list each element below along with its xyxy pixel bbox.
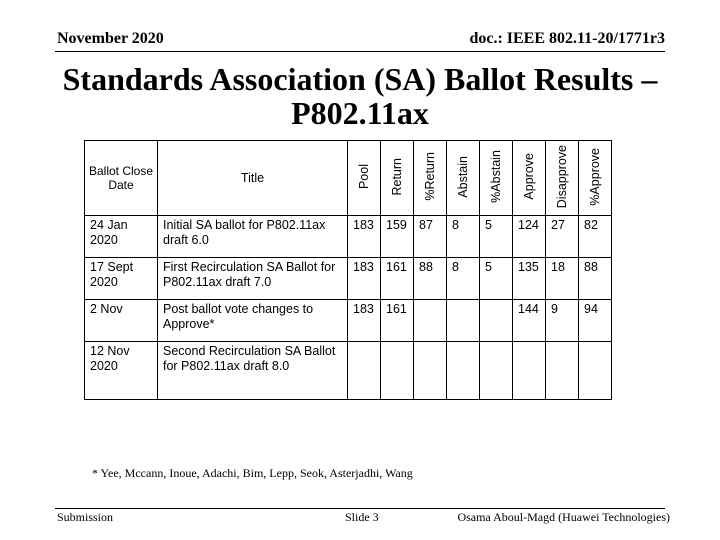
cell-abstain <box>447 300 480 342</box>
cell-pct-abstain <box>480 342 513 400</box>
slide-title-line2: P802.11ax <box>291 95 429 131</box>
cell-pct-return: 88 <box>414 258 447 300</box>
cell-return: 161 <box>381 258 414 300</box>
cell-pct-abstain: 5 <box>480 216 513 258</box>
footer-slide-number: Slide 3 <box>345 510 379 524</box>
table-row <box>85 258 612 300</box>
cell-title: Second Recirculation SA Ballot for P802.11ax draft 8.0 <box>158 342 348 400</box>
slide-title-line1: Standards Association (SA) Ballot Results – <box>62 61 658 97</box>
cell-pool <box>348 342 381 400</box>
cell-title: Post ballot vote changes to Approve* <box>158 300 348 342</box>
cell-date: 12 Nov 2020 <box>85 342 158 400</box>
cell-date: 24 Jan 2020 <box>85 216 158 258</box>
cell-pct-abstain: 5 <box>480 258 513 300</box>
header-ballot-close-date: Ballot Close Date <box>85 141 158 216</box>
cell-approve: 135 <box>513 258 546 300</box>
table-header-row <box>85 141 612 216</box>
cell-pct-return: 87 <box>414 216 447 258</box>
cell-return: 161 <box>381 300 414 342</box>
cell-pct-return <box>414 342 447 400</box>
footer-submission: Submission <box>57 510 114 524</box>
header-return: Return <box>381 141 414 216</box>
cell-abstain <box>447 342 480 400</box>
cell-return <box>381 342 414 400</box>
table-row <box>85 300 612 342</box>
cell-return: 159 <box>381 216 414 258</box>
slide-title <box>40 62 680 130</box>
cell-abstain: 8 <box>447 258 480 300</box>
cell-pct-approve: 94 <box>579 300 612 342</box>
cell-approve <box>513 342 546 400</box>
cell-approve: 144 <box>513 300 546 342</box>
cell-title: First Recirculation SA Ballot for P802.11ax draft 7.0 <box>158 258 348 300</box>
cell-date: 17 Sept 2020 <box>85 258 158 300</box>
cell-pct-return <box>414 300 447 342</box>
ballot-results-table <box>84 140 612 400</box>
cell-pct-approve: 88 <box>579 258 612 300</box>
header-abstain: Abstain <box>447 141 480 216</box>
cell-pool: 183 <box>348 258 381 300</box>
header-pool: Pool <box>348 141 381 216</box>
header-pct-approve: %Approve <box>579 141 612 216</box>
cell-approve: 124 <box>513 216 546 258</box>
header-approve: Approve <box>513 141 546 216</box>
cell-pct-approve <box>579 342 612 400</box>
cell-disapprove: 18 <box>546 258 579 300</box>
cell-disapprove <box>546 342 579 400</box>
header-pct-return: %Return <box>414 141 447 216</box>
header-date: November 2020 <box>57 30 164 47</box>
header-divider <box>55 51 665 52</box>
header-disapprove: Disapprove <box>546 141 579 216</box>
cell-pct-approve: 82 <box>579 216 612 258</box>
cell-title: Initial SA ballot for P802.11ax draft 6.0 <box>158 216 348 258</box>
cell-date: 2 Nov <box>85 300 158 342</box>
cell-pool: 183 <box>348 216 381 258</box>
footer-divider <box>55 508 665 509</box>
footer-author: Osama Aboul-Magd (Huawei Technologies) <box>457 510 670 524</box>
cell-pool: 183 <box>348 300 381 342</box>
table-row <box>85 342 612 400</box>
header-title: Title <box>158 141 348 216</box>
cell-disapprove: 27 <box>546 216 579 258</box>
cell-disapprove: 9 <box>546 300 579 342</box>
header-pct-abstain: %Abstain <box>480 141 513 216</box>
header-doc-id: doc.: IEEE 802.11-20/1771r3 <box>469 30 665 47</box>
table-row <box>85 216 612 258</box>
footnote: * Yee, Mccann, Inoue, Adachi, Bim, Lepp, Seok, Asterjadhi, Wang <box>92 466 413 480</box>
cell-abstain: 8 <box>447 216 480 258</box>
cell-pct-abstain <box>480 300 513 342</box>
